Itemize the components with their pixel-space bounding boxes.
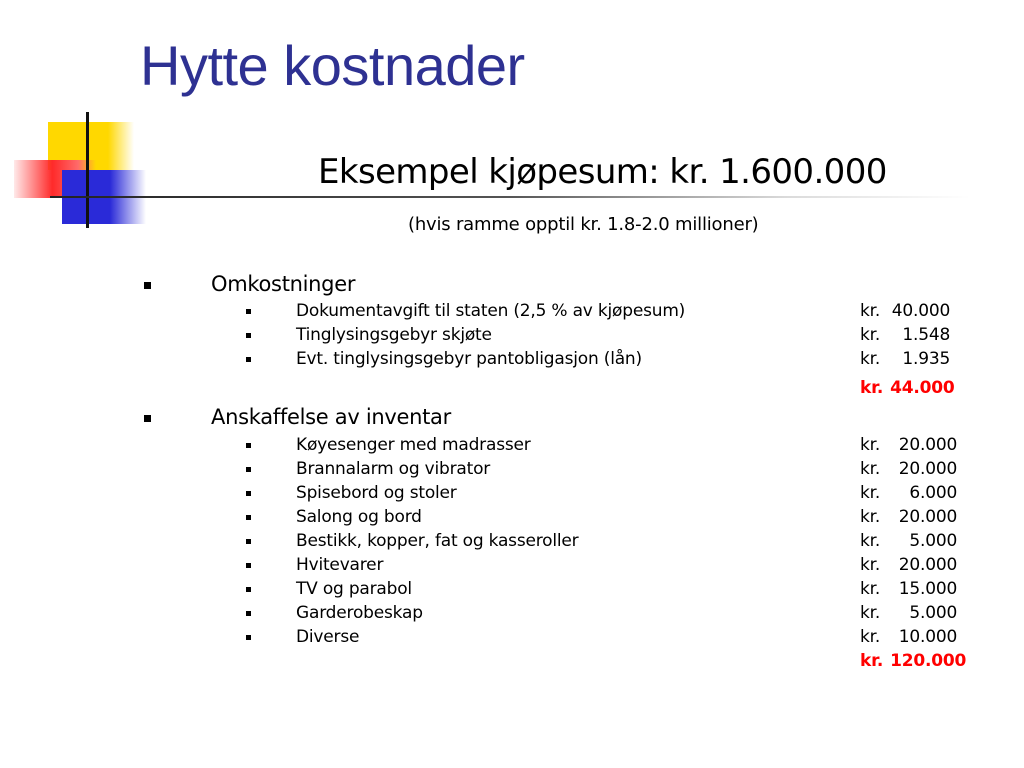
square-bullet-icon bbox=[144, 415, 151, 422]
currency-label: kr. bbox=[860, 483, 881, 503]
square-bullet-icon bbox=[246, 357, 251, 362]
amount-value: 5.000 bbox=[909, 603, 958, 623]
cost-item bbox=[0, 435, 1024, 457]
currency-label: kr. bbox=[860, 507, 881, 527]
currency-label: kr. bbox=[860, 459, 881, 479]
cost-item bbox=[0, 483, 1024, 505]
amount-value: 1.548 bbox=[902, 325, 951, 345]
cost-item-label: Køyesenger med madrasser bbox=[296, 435, 531, 455]
square-bullet-icon bbox=[246, 563, 251, 568]
cost-item-amount bbox=[860, 301, 950, 321]
cost-item bbox=[0, 603, 1024, 625]
amount-value: 15.000 bbox=[898, 579, 958, 599]
cost-item-amount bbox=[860, 507, 957, 527]
square-bullet-icon bbox=[246, 309, 251, 314]
purchase-price-subtitle: Eksempel kjøpesum: kr. 1.600.000 bbox=[318, 152, 887, 192]
cost-item-amount bbox=[860, 349, 950, 369]
cost-item-label: TV og parabol bbox=[296, 579, 412, 599]
cost-item bbox=[0, 459, 1024, 481]
cost-item-label: Brannalarm og vibrator bbox=[296, 459, 491, 479]
square-bullet-icon bbox=[246, 443, 251, 448]
section-total bbox=[860, 378, 955, 398]
decor-yellow-fade bbox=[108, 122, 134, 170]
cost-item bbox=[0, 531, 1024, 553]
currency-label: kr. bbox=[860, 627, 881, 647]
total-value: 120.000 bbox=[890, 651, 967, 671]
cost-item-label: Tinglysingsgebyr skjøte bbox=[296, 325, 492, 345]
cost-item-label: Spisebord og stoler bbox=[296, 483, 457, 503]
cost-item-amount bbox=[860, 531, 957, 551]
currency-label: kr. bbox=[860, 301, 881, 321]
square-bullet-icon bbox=[246, 587, 251, 592]
section-total-row bbox=[0, 651, 1024, 673]
section-total bbox=[860, 651, 966, 671]
cost-item-amount bbox=[860, 555, 957, 575]
cost-item bbox=[0, 301, 1024, 323]
currency-label: kr. bbox=[860, 349, 881, 369]
cost-item-amount bbox=[860, 459, 957, 479]
cost-item-label: Diverse bbox=[296, 627, 360, 647]
amount-value: 20.000 bbox=[898, 555, 958, 575]
currency-label: kr. bbox=[860, 325, 881, 345]
budget-note: (hvis ramme opptil kr. 1.8-2.0 millioner) bbox=[408, 214, 759, 235]
cost-item-amount bbox=[860, 325, 950, 345]
currency-label: kr. bbox=[860, 531, 881, 551]
section-label: Omkostninger bbox=[211, 272, 356, 296]
cost-item-label: Garderobeskap bbox=[296, 603, 423, 623]
amount-value: 1.935 bbox=[902, 349, 951, 369]
square-bullet-icon bbox=[144, 282, 151, 289]
amount-value: 5.000 bbox=[909, 531, 958, 551]
square-bullet-icon bbox=[246, 515, 251, 520]
cost-item bbox=[0, 325, 1024, 347]
currency-label: kr. bbox=[860, 378, 884, 398]
currency-label: kr. bbox=[860, 651, 884, 671]
amount-value: 20.000 bbox=[898, 435, 958, 455]
cost-item-label: Bestikk, kopper, fat og kasseroller bbox=[296, 531, 579, 551]
amount-value: 20.000 bbox=[898, 459, 958, 479]
cost-item-amount bbox=[860, 603, 957, 623]
amount-value: 6.000 bbox=[909, 483, 958, 503]
title-divider-line bbox=[50, 196, 970, 198]
square-bullet-icon bbox=[246, 539, 251, 544]
square-bullet-icon bbox=[246, 635, 251, 640]
decor-vertical-line bbox=[86, 112, 89, 228]
cost-item-label: Dokumentavgift til staten (2,5 % av kjøpesum) bbox=[296, 301, 686, 321]
cost-item bbox=[0, 555, 1024, 577]
amount-value: 10.000 bbox=[898, 627, 958, 647]
section-heading bbox=[0, 405, 1024, 435]
currency-label: kr. bbox=[860, 435, 881, 455]
currency-label: kr. bbox=[860, 579, 881, 599]
cost-item bbox=[0, 507, 1024, 529]
cost-item-label: Hvitevarer bbox=[296, 555, 384, 575]
square-bullet-icon bbox=[246, 467, 251, 472]
section-heading bbox=[0, 272, 1024, 302]
cost-item-amount bbox=[860, 483, 957, 503]
amount-value: 20.000 bbox=[898, 507, 958, 527]
square-bullet-icon bbox=[246, 333, 251, 338]
currency-label: kr. bbox=[860, 603, 881, 623]
square-bullet-icon bbox=[246, 611, 251, 616]
square-bullet-icon bbox=[246, 491, 251, 496]
section-label: Anskaffelse av inventar bbox=[211, 405, 451, 429]
cost-item bbox=[0, 627, 1024, 649]
cost-item bbox=[0, 349, 1024, 371]
cost-item bbox=[0, 579, 1024, 601]
cost-item-label: Evt. tinglysingsgebyr pantobligasjon (lån) bbox=[296, 349, 642, 369]
currency-label: kr. bbox=[860, 555, 881, 575]
total-value: 44.000 bbox=[890, 378, 955, 398]
slide-title: Hytte kostnader bbox=[140, 34, 525, 97]
section-total-row bbox=[0, 378, 1024, 400]
cost-item-amount bbox=[860, 435, 957, 455]
cost-item-amount bbox=[860, 627, 957, 647]
cost-item-label: Salong og bord bbox=[296, 507, 422, 527]
amount-value: 40.000 bbox=[891, 301, 951, 321]
cost-item-amount bbox=[860, 579, 957, 599]
